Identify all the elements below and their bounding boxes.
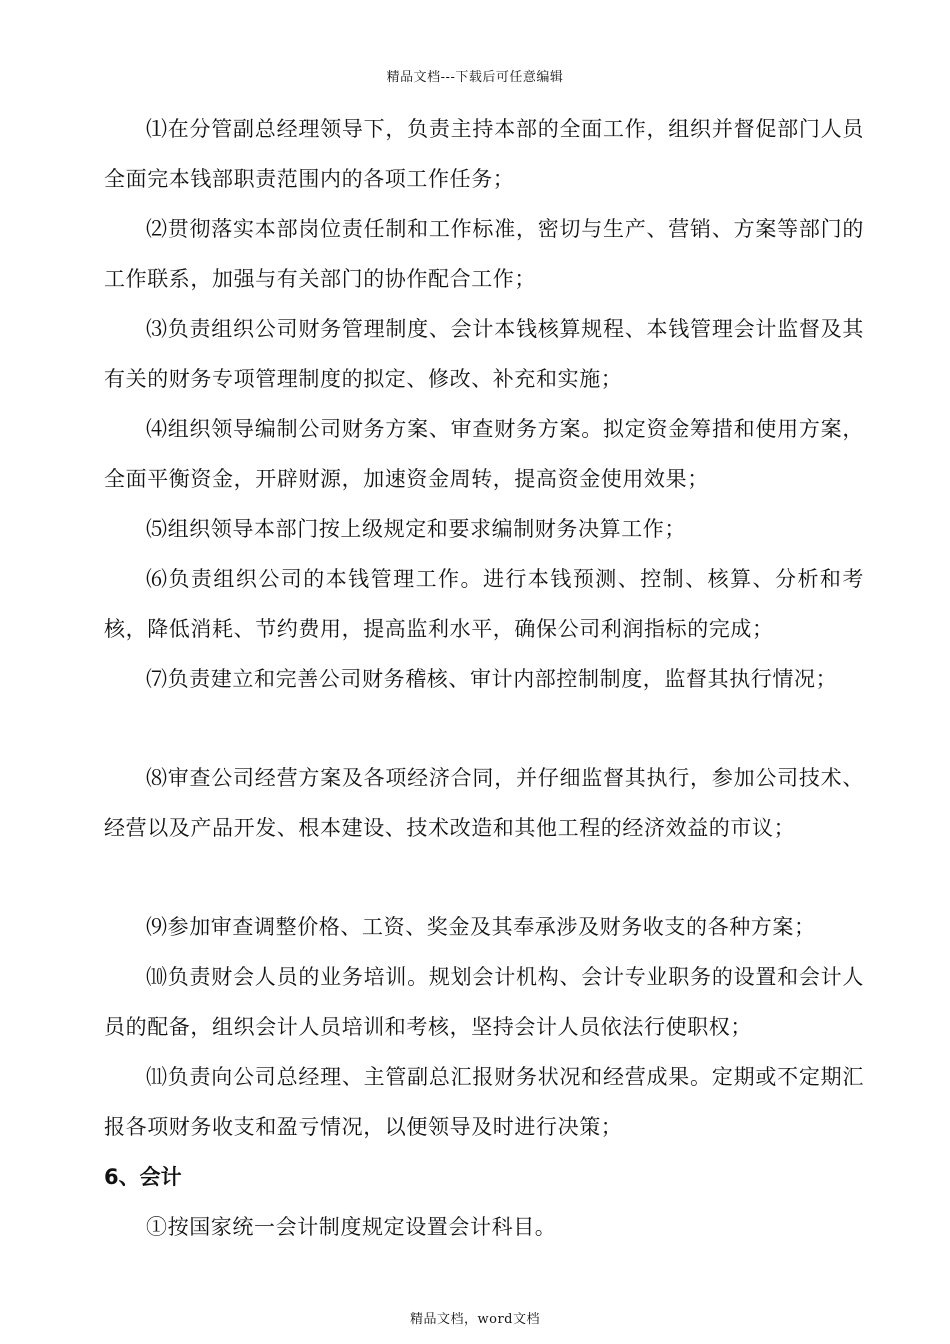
document-body <box>104 104 864 1252</box>
paragraph-11: ⑾负责向公司总经理、主管副总汇报财务状况和经营成果。定期或不定期汇报各项财务收支和盈亏情况，以便领导及时进行决策； <box>104 1065 864 1139</box>
page-footer: 精品文档，word文档 <box>410 1312 540 1327</box>
paragraph-6: ⑹负责组织公司的本钱管理工作。进行本钱预测、控制、核算、分析和考核，降低消耗、节约费用，提高监利水平，确保公司利润指标的完成； <box>104 567 864 641</box>
paragraph-10: ⑽负责财会人员的业务培训。规划会计机构、会计专业职务的设置和会计人员的配备，组织会计人员培训和考核，坚持会计人员依法行使职权； <box>104 965 864 1039</box>
section-heading: 6、会计 <box>104 1165 182 1189</box>
paragraph-9: ⑼参加审查调整价格、工资、奖金及其奉承涉及财务收支的各种方案； <box>146 915 816 939</box>
paragraph-4: ⑷组织领导编制公司财务方案、审查财务方案。拟定资金筹措和使用方案，全面平衡资金，开辟财源，加速资金周转，提高资金使用效果； <box>104 417 864 491</box>
paragraph-1: ⑴在分管副总经理领导下，负责主持本部的全面工作，组织并督促部门人员全面完本钱部职责范围内的各项工作任务； <box>104 117 864 191</box>
paragraph-8: ⑻审查公司经营方案及各项经济合同，并仔细监督其执行，参加公司技术、经营以及产品开发、根本建设、技术改造和其他工程的经济效益的市议； <box>104 766 864 840</box>
page-header: 精品文档---下载后可任意编辑 <box>386 70 564 85</box>
section-first-item: ①按国家统一会计制度规定设置会计科目。 <box>146 1215 557 1239</box>
paragraph-5: ⑸组织领导本部门按上级规定和要求编制财务决算工作； <box>146 517 686 541</box>
paragraph-3: ⑶负责组织公司财务管理制度、会计本钱核算规程、本钱管理会计监督及其有关的财务专项管理制度的拟定、修改、补充和实施； <box>104 317 864 391</box>
paragraph-2: ⑵贯彻落实本部岗位责任制和工作标准，密切与生产、营销、方案等部门的工作联系，加强与有关部门的协作配合工作； <box>104 217 864 291</box>
paragraph-7: ⑺负责建立和完善公司财务稽核、审计内部控制制度，监督其执行情况； <box>146 667 838 691</box>
